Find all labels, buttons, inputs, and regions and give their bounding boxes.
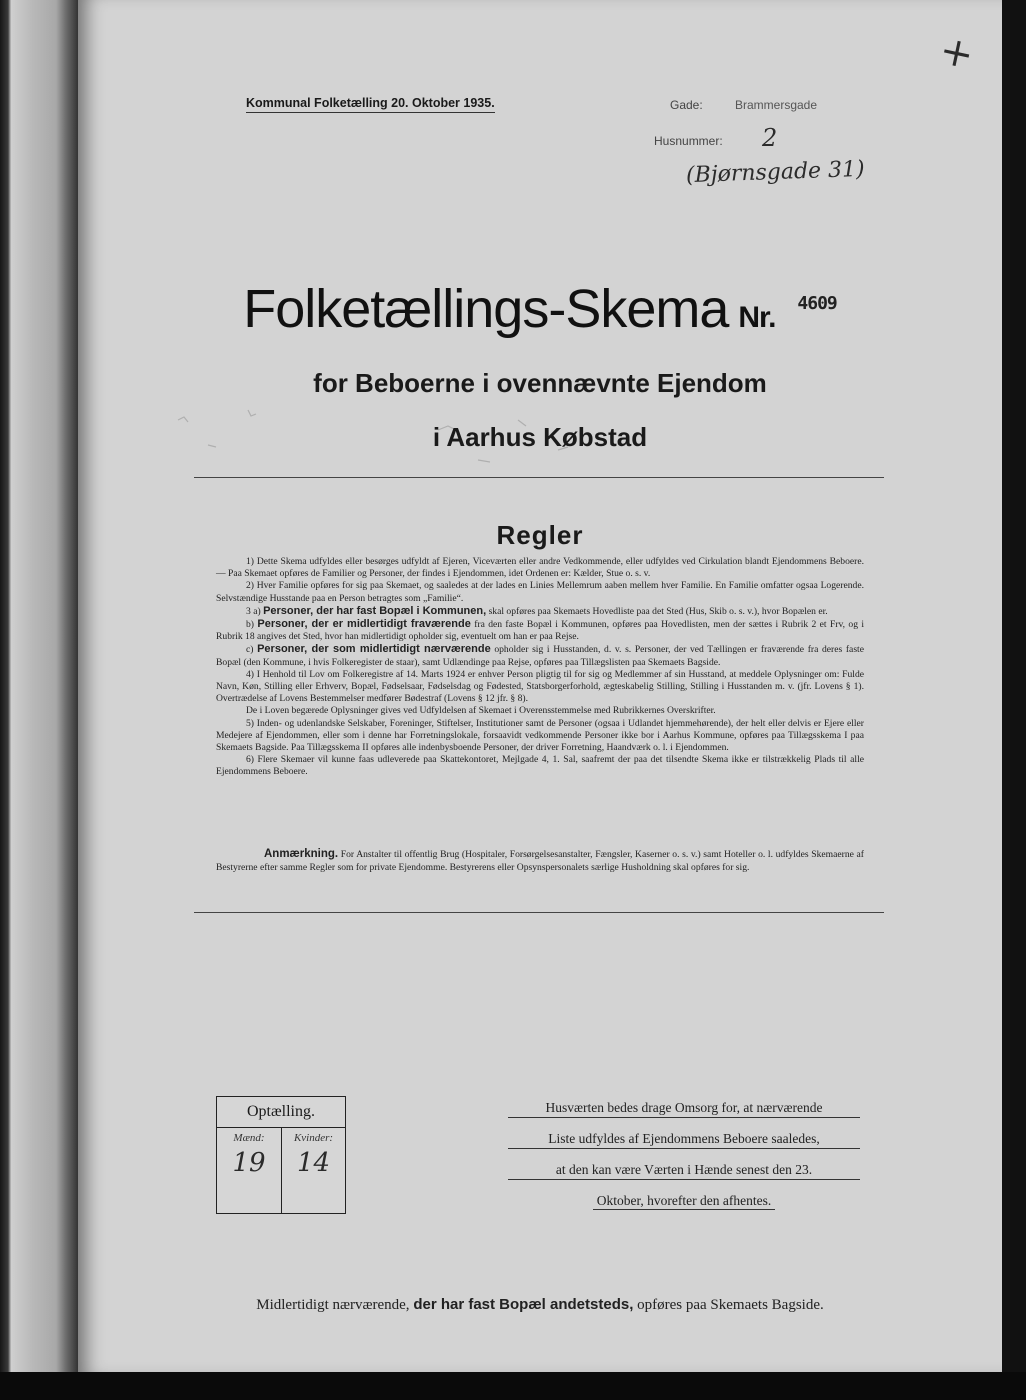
annotation-text: For Anstalter til offentlig Brug (Hospitaler, Forsørgelsesanstalter, Fængsler, Kaserner o. s. v.) samt Hoteller o. l. udfyldes Skemaerne af Bestyrerne efter samme Regler som for private Ejendomme. Bestyrerens eller Opsynspersonalets særlige Husholdning skal opføres for sig.: [216, 849, 864, 873]
house-number-value: 2: [762, 124, 778, 152]
notice-line-2: Liste udfyldes af Ejendommens Beboere saaledes,: [508, 1131, 860, 1149]
corner-mark: +: [935, 27, 978, 79]
form-number: 4609: [797, 293, 837, 314]
divider-bottom: [194, 912, 884, 913]
rule-6: 6) Flere Skemaer vil kunne faas udleverede paa Skattekontoret, Mejlgade 4, 1. Sal, saafremt der paa det tilsendte Skema ikke er tilstrækkelig Plads til alle Ejendommens Beboere.: [216, 754, 864, 778]
form-title: [78, 278, 1002, 340]
divider-top: [194, 477, 884, 478]
count-box: [216, 1096, 346, 1214]
women-label: Kvinder:: [293, 1132, 334, 1144]
notice-line-3: at den kan være Værten i Hænde senest den 23.: [508, 1162, 860, 1180]
census-title: Kommunal Folketælling 20. Oktober 1935.: [246, 96, 495, 113]
scan-border: [0, 1372, 1026, 1400]
notice-line-1: Husværten bedes drage Omsorg for, at nærværende: [508, 1100, 860, 1118]
rule-3b: b) Personer, der er midlertidigt fraværende fra den faste Bopæl i Kommunen, opføres paa Hovedlisten, men der sættes i Rubrik 2 et Frv, og i Rubrik 18 angives det Sted, hvor han midlertidigt opholder sig, eventuelt om han er paa Rejse.: [216, 618, 865, 643]
street-label: Gade:: [670, 98, 703, 112]
rule-3c: c) Personer, der som midlertidigt nærværende opholder sig i Husstanden, d. v. s. Personer, der ved Tællingen er fraværende fra deres faste Bopæl (den Kommune, i hvis Folkeregister de staar), samt Udlændinge paa Rejse, opføres paa Tillægslisten paa Skemaets Bagside.: [216, 643, 864, 668]
rule-3a: 3 a) Personer, der har fast Bopæl i Kommunen, skal opføres paa Skemaets Hovedliste paa det Sted (Hus, Skib o. s. v.), hvor Bopælen er.: [246, 604, 828, 617]
footer-note: [78, 1296, 1002, 1314]
form-number-label: Nr.: [738, 301, 776, 334]
footer-bold: der har fast Bopæl andetsteds,: [413, 1296, 634, 1313]
notice-line-4: Oktober, hvorefter den afhentes.: [593, 1193, 776, 1210]
census-form-page: [78, 0, 1002, 1372]
count-title: Optælling.: [217, 1097, 345, 1128]
women-column: [282, 1128, 345, 1213]
annotation-label: Anmærkning.: [264, 848, 339, 860]
house-number-label: Husnummer:: [654, 134, 723, 148]
rule-2: 2) Hver Familie opføres for sig paa Skemaet, og saaledes at der lades en Linies Mellemrum aaben mellem hver Familie. En Familie omfatter ogsaa Logerende. Selvstændige Husstande paa en Person betragtes som „Familie“.: [216, 580, 864, 604]
footer-post: opføres paa Skemaets Bagside.: [637, 1297, 824, 1313]
annotation-note: [216, 848, 864, 874]
page-edge: [1002, 0, 1026, 1372]
rules-heading: Regler: [496, 520, 584, 550]
form-subtitle-1: for Beboerne i ovennævnte Ejendom: [313, 368, 767, 398]
street-value: Brammersgade: [735, 98, 818, 112]
rule-4: 4) I Henhold til Lov om Folkeregistre af 14. Marts 1924 er enhver Person pligtig til for sig og Medlemmer af sin Husstand, at meddele Oplysninger om: Fulde Navn, Køn, Stilling eller Erhverv, Bopæl, Fødselsaar, Fødselsdag og Fødested, Statsborgerforhold, ægteskabelig Stilling, Stilling i Husstanden m. v. (jfr. Lovens § 1). Overtrædelse af Lovens Bestemmelser medfører Bødestraf (Lovens § 12 jfr. § 8).: [216, 668, 864, 705]
rules-text: [216, 556, 864, 779]
women-count: 14: [296, 1148, 331, 1178]
footer-pre: Midlertidigt nærværende,: [256, 1297, 410, 1313]
landlord-notice: [508, 1100, 860, 1223]
men-column: [217, 1128, 282, 1213]
rule-4b: De i Loven begærede Oplysninger gives ved Udfyldelsen af Skemaet i Overensstemmelse med Rubrikkernes Overskrifter.: [246, 705, 716, 717]
men-label: Mænd:: [233, 1132, 265, 1144]
form-subtitle-2: i Aarhus Købstad: [432, 422, 648, 452]
handwritten-note: (Bjørnsgade 31): [685, 156, 866, 189]
rule-1: 1) Dette Skema udfyldes eller besørges udfyldt af Ejeren, Viceværten eller andre Vedkommende, eller udfyldes ved Cirkulation blandt Ejendommens Beboere. — Paa Skemaet opføres de Familier og Personer, der findes i Ejendommen, idet Ordenen er: Kælder, Stue o. s. v.: [216, 556, 864, 580]
book-spine: [0, 0, 80, 1372]
men-count: 19: [232, 1148, 266, 1178]
rule-5: 5) Inden- og udenlandske Selskaber, Foreninger, Stiftelser, Institutioner samt de Personer (ogsaa i Udlandet hjemmehørende), der helt eller delvis er Ejere eller Medejere af Ejendommen, eller som i denne har Forretningslokale, forsaavidt vedkommende Personer ikke bor i Aarhus Kommune, opføres paa Tillægsskema I paa Skemaets Bagside. Paa Tillægsskema II opføres alle indenbysboende Personer, der driver Forretning, Haandværk o. l. i Ejendommen.: [216, 717, 864, 754]
form-title-main: Folketællings-Skema: [243, 279, 729, 339]
